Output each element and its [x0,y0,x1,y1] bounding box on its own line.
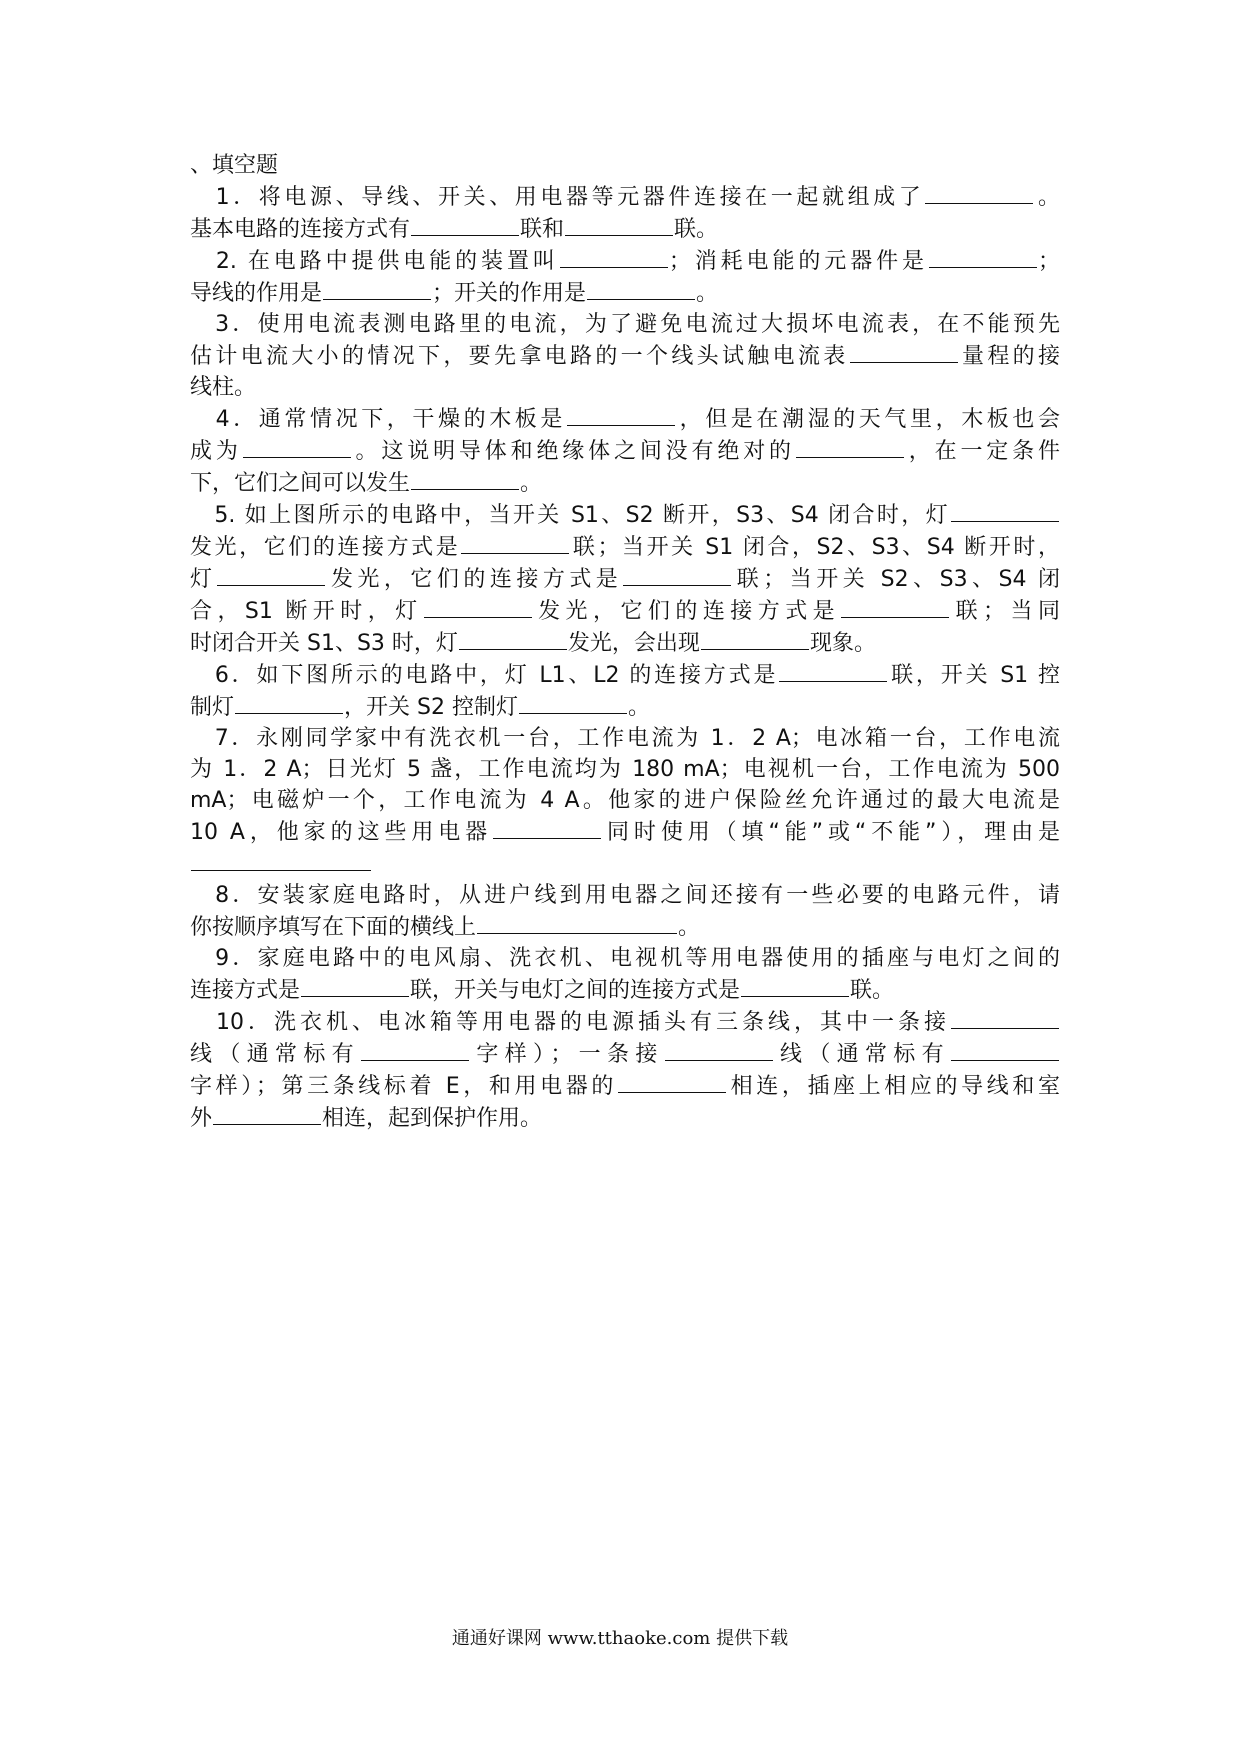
question-text: 线柱。 [190,375,257,400]
question-text: 为 1．2 A；日光灯 5 盏，工作电流均为 180 mA；电视机一台，工作电流为 500 [190,757,1060,782]
question-text: 时闭合开关 S1、S3 时，灯 [190,631,458,656]
question-text: 2. 在电路中提供电能的装置叫 [190,249,559,274]
answer-blank[interactable] [618,1070,726,1093]
answer-blank[interactable] [424,595,532,618]
question-1 [190,181,1060,245]
question-line [190,467,1060,499]
question-text: ； [1037,249,1060,274]
answer-blank[interactable] [741,974,849,997]
question-line [190,880,1060,911]
question-text: 联；当同 [950,599,1060,624]
question-list [190,181,1060,1134]
question-text: ；开关的作用是 [432,281,587,306]
question-text: ，但是在潮湿的天气里，木板也会 [676,407,1060,432]
question-line [190,911,1060,943]
answer-blank[interactable] [519,691,627,714]
question-line [190,213,1060,245]
question-line [190,943,1060,974]
question-text: 导线的作用是 [190,281,323,306]
question-line [190,754,1060,785]
question-text: 联；当开关 S1 闭合，S2、S3、S4 断开时， [570,535,1060,560]
question-text: ，在一定条件 [904,439,1060,464]
question-text: 现象。 [809,631,876,656]
question-line [190,1038,1060,1070]
answer-blank[interactable] [587,277,695,300]
question-3 [190,309,1060,403]
answer-blank[interactable] [951,1038,1059,1061]
question-line [190,245,1060,277]
question-line [190,816,1060,848]
question-line [190,531,1060,563]
answer-blank[interactable] [665,1038,773,1061]
question-text: 10 A，他家的这些用电器 [190,820,493,845]
question-line [190,563,1060,595]
question-text: 联。 [674,217,719,242]
answer-blank[interactable] [323,277,431,300]
question-text: 发光，会出现 [567,631,700,656]
question-4 [190,403,1060,499]
question-text: 10．洗衣机、电冰箱等用电器的电源插头有三条线，其中一条接 [190,1010,950,1035]
question-text: 制灯 [190,695,235,720]
question-9 [190,943,1060,1006]
answer-blank[interactable] [796,435,904,458]
answer-blank[interactable] [361,1038,469,1061]
question-line [190,435,1060,467]
question-text: 。 [627,695,650,720]
question-text: 字样）；一条接 [470,1042,664,1067]
question-text: 同时使用（填“能”或“不能”），理由是 [602,820,1060,845]
question-line [190,595,1060,627]
question-text: 成为 [190,439,242,464]
answer-blank[interactable] [951,1006,1059,1029]
question-text: 联。 [850,978,895,1003]
question-text: 3．使用电流表测电路里的电流，为了避免电流过大损坏电流表，在不能预先 [190,312,1060,337]
question-line [190,974,1060,1006]
answer-blank[interactable] [411,467,519,490]
question-text: mA；电磁炉一个，工作电流为 4 A。他家的进户保险丝允许通过的最大电流是 [190,788,1060,813]
answer-blank[interactable] [235,691,343,714]
answer-blank[interactable] [567,403,675,426]
question-line [190,1070,1060,1102]
question-text: 联和 [520,217,565,242]
question-text: 下，它们之间可以发生 [190,471,411,496]
section-title: 、填空题 [190,153,279,178]
answer-blank[interactable] [217,563,325,586]
question-line [190,659,1060,691]
question-line [190,1006,1060,1038]
question-line [190,691,1060,723]
answer-blank[interactable] [623,563,731,586]
question-text: 相连，起到保护作用。 [322,1106,543,1131]
question-line [190,1102,1060,1134]
question-text: 相连，插座上相应的导线和室 [726,1074,1060,1099]
question-text: ；消耗电能的元器件是 [668,249,928,274]
answer-blank[interactable] [459,627,567,650]
question-text: 字样）；第三条线标着 E，和用电器的 [190,1074,617,1099]
answer-blank[interactable] [477,911,677,934]
question-10 [190,1006,1060,1134]
question-text: 估计电流大小的情况下，要先拿电路的一个线头试触电流表 [190,344,849,369]
answer-blank[interactable] [565,213,673,236]
question-8 [190,880,1060,943]
question-line [190,277,1060,309]
question-text: 。 [696,281,719,306]
question-2 [190,245,1060,309]
answer-blank[interactable] [850,340,958,363]
answer-blank[interactable] [461,531,569,554]
question-text: 合，S1 断开时，灯 [190,599,423,624]
question-7 [190,723,1060,880]
question-line [190,372,1060,403]
question-5 [190,499,1060,659]
answer-blank[interactable] [213,1102,321,1125]
question-text: 灯 [190,567,217,592]
question-line [190,403,1060,435]
worksheet [190,150,1060,1134]
question-line [190,340,1060,372]
answer-blank[interactable] [243,435,351,458]
question-line [190,723,1060,754]
question-text: 线（通常标有 [190,1042,360,1067]
question-line [190,627,1060,659]
question-text: 连接方式是 [190,978,301,1003]
question-text: 。 [678,915,701,940]
question-text: 5. 如上图所示的电路中，当开关 S1、S2 断开，S3、S4 闭合时，灯 [190,503,950,528]
answer-blank[interactable] [929,245,1037,268]
answer-blank[interactable] [701,627,809,650]
question-text: 6．如下图所示的电路中，灯 L1、L2 的连接方式是 [190,663,779,688]
answer-blank[interactable] [560,245,668,268]
question-text: 。 [1034,185,1060,210]
question-text: 发光，它们的连接方式是 [190,535,461,560]
answer-blank[interactable] [925,181,1033,204]
question-text: 基本电路的连接方式有 [190,217,411,242]
question-text: 联；当开关 S2、S3、S4 闭 [732,567,1060,592]
question-text: 线（通常标有 [773,1042,950,1067]
question-text: 联，开关与电灯之间的连接方式是 [410,978,741,1003]
question-text: 4．通常情况下，干燥的木板是 [190,407,566,432]
question-text: 7．永刚同学家中有洗衣机一台，工作电流为 1．2 A；电冰箱一台，工作电流 [190,726,1060,751]
question-text: 量程的接 [958,344,1060,369]
answer-blank[interactable] [951,499,1059,522]
answer-blank[interactable] [493,816,601,839]
question-text: 。这说明导体和绝缘体之间没有绝对的 [351,439,795,464]
question-line [190,181,1060,213]
answer-blank[interactable] [841,595,949,618]
question-text: 你按顺序填写在下面的横线上 [190,915,477,940]
question-text: 发光，它们的连接方式是 [532,599,841,624]
question-line [190,848,1060,880]
answer-blank[interactable] [411,213,519,236]
question-line [190,499,1060,531]
question-line [190,785,1060,816]
question-6 [190,659,1060,723]
answer-blank[interactable] [779,659,887,682]
question-text: 外 [190,1106,213,1131]
question-line [190,309,1060,340]
answer-blank[interactable] [191,848,371,871]
footer-text: 通通好课网 www.tthaoke.com 提供下载 [451,1628,789,1649]
question-text: 8．安装家庭电路时，从进户线到用电器之间还接有一些必要的电路元件，请 [190,883,1060,908]
question-text: ，开关 S2 控制灯 [344,695,518,720]
question-text: 。 [520,471,543,496]
answer-blank[interactable] [301,974,409,997]
question-text: 9．家庭电路中的电风扇、洗衣机、电视机等用电器使用的插座与电灯之间的 [190,946,1060,971]
question-text: 发光，它们的连接方式是 [326,567,623,592]
question-text: 联，开关 S1 控 [888,663,1060,688]
question-text: 1．将电源、导线、开关、用电器等元器件连接在一起就组成了 [190,185,925,210]
